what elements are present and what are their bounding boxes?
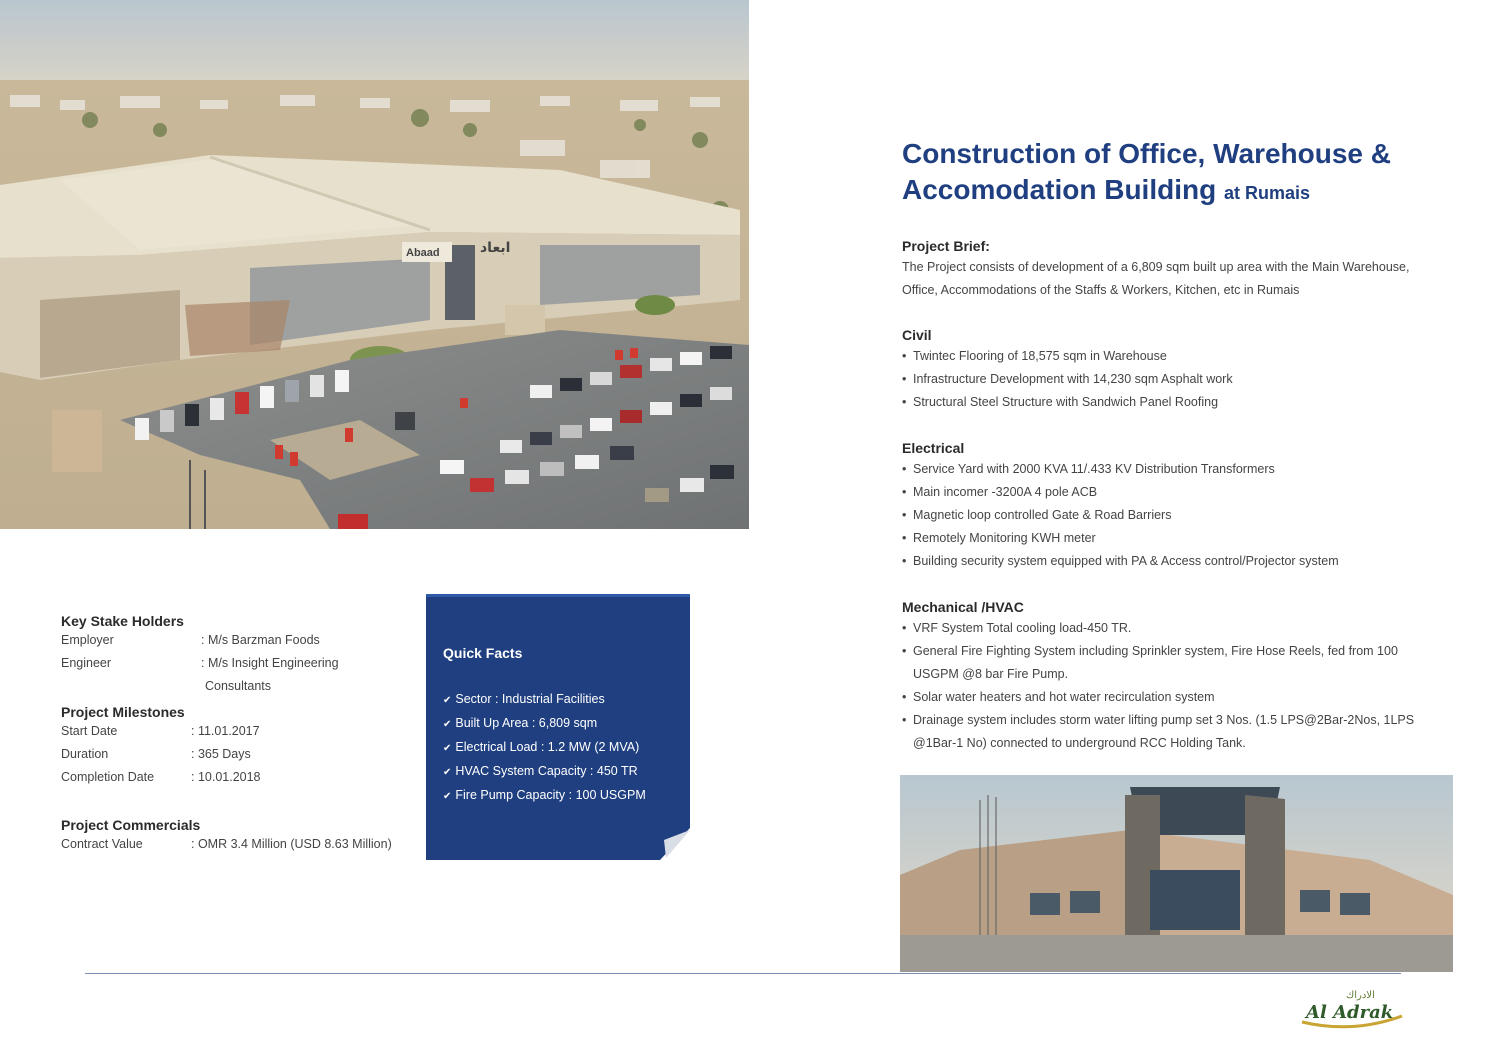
list-item: • Drainage system includes storm water lifting pump set 3 Nos. (1.5 LPS@2Bar-2Nos, 1LPS @1Bar-1 No) connected to underground RCC Holding Tank. <box>902 709 1432 755</box>
list-item: ✔ Sector : Industrial Facilities <box>443 688 646 712</box>
completion-date-value: : 10.01.2018 <box>191 770 261 784</box>
mechanical-hvac-section <box>902 599 1432 755</box>
milestones-heading: Project Milestones <box>61 704 185 720</box>
milestones-section <box>61 704 421 789</box>
civil-list <box>902 345 1442 414</box>
list-item: • Service Yard with 2000 KVA 11/.433 KV Distribution Transformers <box>902 458 1442 481</box>
aerial-site-photo <box>0 0 749 529</box>
stakeholders-section <box>61 613 421 698</box>
quick-facts-top-line <box>426 594 690 597</box>
title-suffix: at Rumais <box>1224 183 1311 203</box>
civil-section <box>902 327 1442 414</box>
logo-arabic-text: الادراك <box>1346 990 1375 1001</box>
project-brief-heading: Project Brief: <box>902 238 990 254</box>
mechanical-heading: Mechanical /HVAC <box>902 599 1024 615</box>
footer-divider <box>85 973 1401 974</box>
list-item: • Structural Steel Structure with Sandwich Panel Roofing <box>902 391 1442 414</box>
check-icon: ✔ <box>443 767 452 778</box>
check-icon: ✔ <box>443 719 452 730</box>
list-item: • Solar water heaters and hot water recirculation system <box>902 686 1432 709</box>
stakeholders-heading: Key Stake Holders <box>61 613 184 629</box>
logo-brand-text: Al Adrak <box>1306 1002 1394 1023</box>
employer-label: Employer <box>61 633 114 647</box>
quick-facts-list <box>443 688 646 808</box>
contract-value-label: Contract Value <box>61 837 143 851</box>
list-item: • Remotely Monitoring KWH meter <box>902 527 1442 550</box>
list-item: • Main incomer -3200A 4 pole ACB <box>902 481 1442 504</box>
project-brief-text: The Project consists of development of a 6,809 sqm built up area with the Main Warehouse, Office, Accommodations of the Staffs & Workers, Kitchen, etc in Rumais <box>902 260 1410 297</box>
building-sign-en: Abaad <box>406 247 440 259</box>
list-item: • Magnetic loop controlled Gate & Road Barriers <box>902 504 1442 527</box>
list-item: • Infrastructure Development with 14,230 sqm Asphalt work <box>902 368 1442 391</box>
completion-date-label: Completion Date <box>61 770 155 784</box>
building-facade-photo <box>900 775 1453 972</box>
duration-value: : 365 Days <box>191 747 251 761</box>
engineer-value: : M/s Insight Engineering <box>201 656 339 670</box>
civil-heading: Civil <box>902 327 932 343</box>
start-date-value: : 11.01.2017 <box>191 724 260 738</box>
quick-facts-card <box>426 594 690 860</box>
start-date-label: Start Date <box>61 724 118 738</box>
electrical-list <box>902 458 1442 573</box>
check-icon: ✔ <box>443 695 452 706</box>
list-item: • VRF System Total cooling load-450 TR. <box>902 617 1432 640</box>
check-icon: ✔ <box>443 791 452 802</box>
list-item: • Twintec Flooring of 18,575 sqm in Warehouse <box>902 345 1442 368</box>
engineer-value-cont: Consultants <box>205 679 272 693</box>
project-brief-section <box>902 236 1442 302</box>
building-sign-ar: ابعاد <box>480 240 511 256</box>
contract-value: : OMR 3.4 Million (USD 8.63 Million) <box>191 837 392 851</box>
engineer-label: Engineer <box>61 656 112 670</box>
page-title <box>902 136 1462 211</box>
electrical-heading: Electrical <box>902 440 965 456</box>
list-item: ✔ HVAC System Capacity : 450 TR <box>443 760 646 784</box>
page-curl-icon <box>660 828 690 860</box>
commercials-section <box>61 817 421 856</box>
check-icon: ✔ <box>443 743 452 754</box>
employer-value: : M/s Barzman Foods <box>201 633 320 647</box>
list-item: ✔ Electrical Load : 1.2 MW (2 MVA) <box>443 736 646 760</box>
title-main: Construction of Office, Warehouse & Accomodation Building <box>902 138 1391 205</box>
al-adrak-logo <box>1298 990 1408 1030</box>
quick-facts-heading: Quick Facts <box>443 645 523 661</box>
list-item: ✔ Built Up Area : 6,809 sqm <box>443 712 646 736</box>
mechanical-list <box>902 617 1432 755</box>
list-item: ✔ Fire Pump Capacity : 100 USGPM <box>443 784 646 808</box>
commercials-heading: Project Commercials <box>61 817 201 833</box>
list-item: • Building security system equipped with PA & Access control/Projector system <box>902 550 1442 573</box>
list-item: • General Fire Fighting System including Sprinkler system, Fire Hose Reels, fed from 100 USGPM @8 bar Fire Pump. <box>902 640 1432 686</box>
duration-label: Duration <box>61 747 109 761</box>
electrical-section <box>902 440 1442 573</box>
